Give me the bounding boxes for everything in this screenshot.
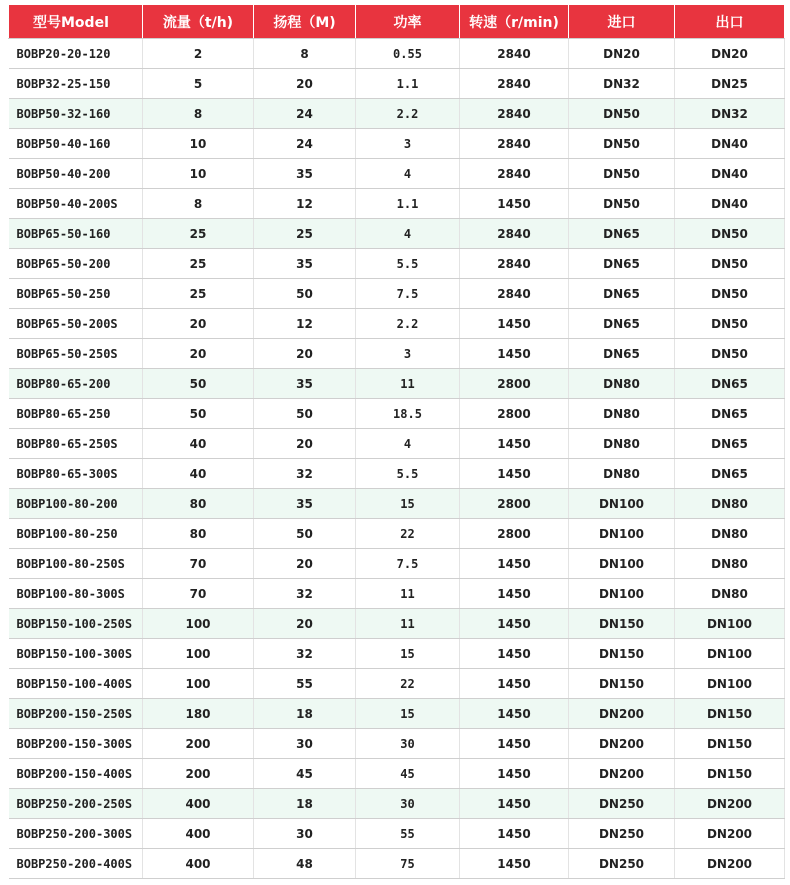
cell-model: BOBP65-50-250 bbox=[9, 279, 143, 309]
table-row bbox=[9, 279, 785, 309]
cell-power: 4 bbox=[356, 159, 460, 189]
cell-head: 35 bbox=[254, 249, 356, 279]
cell-inlet: DN150 bbox=[569, 639, 675, 669]
cell-head: 32 bbox=[254, 579, 356, 609]
cell-speed: 2800 bbox=[460, 519, 569, 549]
cell-inlet: DN250 bbox=[569, 789, 675, 819]
cell-model: BOBP250-200-300S bbox=[9, 819, 143, 849]
header-inlet: 进口 bbox=[569, 5, 675, 39]
cell-model: BOBP65-50-200 bbox=[9, 249, 143, 279]
cell-power: 15 bbox=[356, 639, 460, 669]
cell-outlet: DN32 bbox=[675, 99, 785, 129]
cell-outlet: DN100 bbox=[675, 609, 785, 639]
cell-flow: 70 bbox=[143, 579, 254, 609]
cell-outlet: DN40 bbox=[675, 129, 785, 159]
cell-head: 24 bbox=[254, 129, 356, 159]
cell-head: 35 bbox=[254, 159, 356, 189]
cell-speed: 1450 bbox=[460, 639, 569, 669]
cell-outlet: DN65 bbox=[675, 399, 785, 429]
cell-flow: 100 bbox=[143, 639, 254, 669]
table-row bbox=[9, 819, 785, 849]
cell-outlet: DN50 bbox=[675, 279, 785, 309]
cell-speed: 2840 bbox=[460, 39, 569, 69]
cell-power: 15 bbox=[356, 699, 460, 729]
cell-flow: 400 bbox=[143, 849, 254, 879]
cell-inlet: DN100 bbox=[569, 579, 675, 609]
table-row bbox=[9, 429, 785, 459]
cell-flow: 8 bbox=[143, 189, 254, 219]
cell-power: 3 bbox=[356, 339, 460, 369]
cell-model: BOBP100-80-300S bbox=[9, 579, 143, 609]
cell-outlet: DN80 bbox=[675, 489, 785, 519]
cell-inlet: DN32 bbox=[569, 69, 675, 99]
cell-model: BOBP65-50-200S bbox=[9, 309, 143, 339]
cell-speed: 2840 bbox=[460, 69, 569, 99]
table-body bbox=[9, 39, 785, 879]
cell-flow: 8 bbox=[143, 99, 254, 129]
cell-model: BOBP50-40-160 bbox=[9, 129, 143, 159]
cell-flow: 10 bbox=[143, 159, 254, 189]
cell-power: 5.5 bbox=[356, 249, 460, 279]
cell-flow: 80 bbox=[143, 519, 254, 549]
cell-power: 30 bbox=[356, 789, 460, 819]
cell-power: 7.5 bbox=[356, 549, 460, 579]
cell-power: 75 bbox=[356, 849, 460, 879]
cell-speed: 2840 bbox=[460, 129, 569, 159]
table-row bbox=[9, 849, 785, 879]
cell-speed: 2840 bbox=[460, 99, 569, 129]
cell-head: 8 bbox=[254, 39, 356, 69]
cell-speed: 2800 bbox=[460, 489, 569, 519]
cell-speed: 1450 bbox=[460, 579, 569, 609]
cell-speed: 1450 bbox=[460, 669, 569, 699]
cell-head: 18 bbox=[254, 699, 356, 729]
cell-model: BOBP65-50-160 bbox=[9, 219, 143, 249]
cell-model: BOBP50-32-160 bbox=[9, 99, 143, 129]
cell-speed: 1450 bbox=[460, 339, 569, 369]
cell-power: 1.1 bbox=[356, 69, 460, 99]
cell-outlet: DN50 bbox=[675, 339, 785, 369]
cell-flow: 180 bbox=[143, 699, 254, 729]
header-speed: 转速（r/min) bbox=[460, 5, 569, 39]
table-row bbox=[9, 369, 785, 399]
cell-head: 24 bbox=[254, 99, 356, 129]
cell-outlet: DN50 bbox=[675, 219, 785, 249]
cell-flow: 40 bbox=[143, 429, 254, 459]
cell-outlet: DN100 bbox=[675, 669, 785, 699]
cell-head: 48 bbox=[254, 849, 356, 879]
cell-head: 55 bbox=[254, 669, 356, 699]
header-row bbox=[9, 5, 785, 39]
cell-speed: 2840 bbox=[460, 219, 569, 249]
cell-inlet: DN65 bbox=[569, 339, 675, 369]
table-row bbox=[9, 639, 785, 669]
table-row bbox=[9, 609, 785, 639]
header-head: 扬程（M) bbox=[254, 5, 356, 39]
cell-power: 1.1 bbox=[356, 189, 460, 219]
cell-outlet: DN150 bbox=[675, 699, 785, 729]
cell-flow: 2 bbox=[143, 39, 254, 69]
cell-power: 2.2 bbox=[356, 99, 460, 129]
cell-head: 45 bbox=[254, 759, 356, 789]
cell-outlet: DN65 bbox=[675, 429, 785, 459]
cell-inlet: DN50 bbox=[569, 99, 675, 129]
cell-flow: 200 bbox=[143, 759, 254, 789]
cell-flow: 50 bbox=[143, 369, 254, 399]
cell-outlet: DN25 bbox=[675, 69, 785, 99]
cell-inlet: DN150 bbox=[569, 669, 675, 699]
cell-model: BOBP80-65-300S bbox=[9, 459, 143, 489]
table-row bbox=[9, 249, 785, 279]
cell-inlet: DN200 bbox=[569, 759, 675, 789]
cell-speed: 1450 bbox=[460, 789, 569, 819]
cell-model: BOBP100-80-200 bbox=[9, 489, 143, 519]
cell-flow: 400 bbox=[143, 789, 254, 819]
cell-model: BOBP50-40-200S bbox=[9, 189, 143, 219]
cell-head: 12 bbox=[254, 189, 356, 219]
cell-head: 35 bbox=[254, 369, 356, 399]
table-row bbox=[9, 219, 785, 249]
cell-outlet: DN200 bbox=[675, 849, 785, 879]
cell-flow: 80 bbox=[143, 489, 254, 519]
cell-outlet: DN80 bbox=[675, 579, 785, 609]
cell-flow: 20 bbox=[143, 339, 254, 369]
cell-head: 20 bbox=[254, 429, 356, 459]
cell-power: 11 bbox=[356, 609, 460, 639]
pump-spec-table bbox=[8, 4, 785, 879]
cell-outlet: DN150 bbox=[675, 729, 785, 759]
cell-speed: 1450 bbox=[460, 549, 569, 579]
cell-speed: 1450 bbox=[460, 729, 569, 759]
cell-power: 5.5 bbox=[356, 459, 460, 489]
cell-model: BOBP200-150-300S bbox=[9, 729, 143, 759]
cell-flow: 25 bbox=[143, 249, 254, 279]
cell-speed: 1450 bbox=[460, 609, 569, 639]
cell-head: 20 bbox=[254, 69, 356, 99]
cell-flow: 40 bbox=[143, 459, 254, 489]
table-row bbox=[9, 789, 785, 819]
table-row bbox=[9, 489, 785, 519]
cell-power: 30 bbox=[356, 729, 460, 759]
cell-inlet: DN65 bbox=[569, 219, 675, 249]
cell-flow: 100 bbox=[143, 609, 254, 639]
table-row bbox=[9, 459, 785, 489]
cell-inlet: DN100 bbox=[569, 549, 675, 579]
cell-inlet: DN50 bbox=[569, 129, 675, 159]
table-row bbox=[9, 549, 785, 579]
cell-speed: 1450 bbox=[460, 699, 569, 729]
cell-flow: 400 bbox=[143, 819, 254, 849]
cell-outlet: DN80 bbox=[675, 549, 785, 579]
cell-flow: 20 bbox=[143, 309, 254, 339]
cell-outlet: DN200 bbox=[675, 819, 785, 849]
header-power: 功率 bbox=[356, 5, 460, 39]
cell-model: BOBP250-200-400S bbox=[9, 849, 143, 879]
cell-model: BOBP80-65-200 bbox=[9, 369, 143, 399]
table-row bbox=[9, 669, 785, 699]
cell-head: 50 bbox=[254, 279, 356, 309]
cell-flow: 25 bbox=[143, 279, 254, 309]
cell-head: 18 bbox=[254, 789, 356, 819]
cell-outlet: DN80 bbox=[675, 519, 785, 549]
cell-power: 15 bbox=[356, 489, 460, 519]
table-row bbox=[9, 579, 785, 609]
table-row bbox=[9, 729, 785, 759]
cell-speed: 1450 bbox=[460, 429, 569, 459]
table-row bbox=[9, 39, 785, 69]
table-row bbox=[9, 519, 785, 549]
table-row bbox=[9, 69, 785, 99]
cell-inlet: DN100 bbox=[569, 519, 675, 549]
cell-inlet: DN80 bbox=[569, 369, 675, 399]
cell-speed: 1450 bbox=[460, 849, 569, 879]
cell-flow: 70 bbox=[143, 549, 254, 579]
cell-power: 3 bbox=[356, 129, 460, 159]
cell-head: 12 bbox=[254, 309, 356, 339]
cell-flow: 50 bbox=[143, 399, 254, 429]
table-row bbox=[9, 189, 785, 219]
cell-inlet: DN250 bbox=[569, 819, 675, 849]
table-row bbox=[9, 759, 785, 789]
cell-power: 11 bbox=[356, 579, 460, 609]
cell-outlet: DN40 bbox=[675, 159, 785, 189]
cell-inlet: DN50 bbox=[569, 159, 675, 189]
cell-head: 25 bbox=[254, 219, 356, 249]
cell-model: BOBP250-200-250S bbox=[9, 789, 143, 819]
cell-inlet: DN80 bbox=[569, 399, 675, 429]
cell-flow: 25 bbox=[143, 219, 254, 249]
cell-head: 20 bbox=[254, 609, 356, 639]
cell-outlet: DN65 bbox=[675, 369, 785, 399]
cell-power: 2.2 bbox=[356, 309, 460, 339]
cell-inlet: DN80 bbox=[569, 429, 675, 459]
cell-outlet: DN40 bbox=[675, 189, 785, 219]
cell-outlet: DN50 bbox=[675, 249, 785, 279]
cell-speed: 2840 bbox=[460, 159, 569, 189]
cell-inlet: DN20 bbox=[569, 39, 675, 69]
cell-outlet: DN20 bbox=[675, 39, 785, 69]
cell-outlet: DN150 bbox=[675, 759, 785, 789]
cell-inlet: DN65 bbox=[569, 249, 675, 279]
cell-flow: 5 bbox=[143, 69, 254, 99]
cell-power: 18.5 bbox=[356, 399, 460, 429]
cell-speed: 1450 bbox=[460, 309, 569, 339]
cell-power: 22 bbox=[356, 669, 460, 699]
cell-inlet: DN150 bbox=[569, 609, 675, 639]
cell-head: 32 bbox=[254, 459, 356, 489]
cell-inlet: DN80 bbox=[569, 459, 675, 489]
header-model: 型号Model bbox=[9, 5, 143, 39]
cell-model: BOBP150-100-400S bbox=[9, 669, 143, 699]
cell-power: 55 bbox=[356, 819, 460, 849]
table-header bbox=[9, 5, 785, 39]
cell-model: BOBP50-40-200 bbox=[9, 159, 143, 189]
cell-speed: 1450 bbox=[460, 819, 569, 849]
cell-inlet: DN65 bbox=[569, 279, 675, 309]
cell-model: BOBP80-65-250 bbox=[9, 399, 143, 429]
table-row bbox=[9, 309, 785, 339]
cell-speed: 1450 bbox=[460, 759, 569, 789]
cell-power: 45 bbox=[356, 759, 460, 789]
cell-outlet: DN50 bbox=[675, 309, 785, 339]
cell-inlet: DN200 bbox=[569, 699, 675, 729]
table-row bbox=[9, 339, 785, 369]
header-outlet: 出口 bbox=[675, 5, 785, 39]
cell-model: BOBP200-150-400S bbox=[9, 759, 143, 789]
cell-head: 32 bbox=[254, 639, 356, 669]
cell-power: 11 bbox=[356, 369, 460, 399]
table-row bbox=[9, 699, 785, 729]
cell-speed: 2800 bbox=[460, 369, 569, 399]
cell-outlet: DN200 bbox=[675, 789, 785, 819]
cell-model: BOBP80-65-250S bbox=[9, 429, 143, 459]
cell-speed: 1450 bbox=[460, 189, 569, 219]
cell-speed: 2840 bbox=[460, 279, 569, 309]
table-row bbox=[9, 129, 785, 159]
cell-model: BOBP100-80-250 bbox=[9, 519, 143, 549]
cell-flow: 10 bbox=[143, 129, 254, 159]
cell-flow: 100 bbox=[143, 669, 254, 699]
cell-model: BOBP200-150-250S bbox=[9, 699, 143, 729]
cell-speed: 2800 bbox=[460, 399, 569, 429]
cell-head: 30 bbox=[254, 819, 356, 849]
cell-model: BOBP150-100-250S bbox=[9, 609, 143, 639]
cell-outlet: DN65 bbox=[675, 459, 785, 489]
cell-power: 22 bbox=[356, 519, 460, 549]
cell-inlet: DN100 bbox=[569, 489, 675, 519]
cell-speed: 2840 bbox=[460, 249, 569, 279]
table-row bbox=[9, 399, 785, 429]
cell-head: 20 bbox=[254, 549, 356, 579]
cell-head: 35 bbox=[254, 489, 356, 519]
cell-speed: 1450 bbox=[460, 459, 569, 489]
cell-inlet: DN65 bbox=[569, 309, 675, 339]
cell-inlet: DN50 bbox=[569, 189, 675, 219]
cell-model: BOBP20-20-120 bbox=[9, 39, 143, 69]
cell-model: BOBP150-100-300S bbox=[9, 639, 143, 669]
cell-outlet: DN100 bbox=[675, 639, 785, 669]
cell-head: 30 bbox=[254, 729, 356, 759]
cell-inlet: DN250 bbox=[569, 849, 675, 879]
cell-power: 0.55 bbox=[356, 39, 460, 69]
table-row bbox=[9, 159, 785, 189]
cell-flow: 200 bbox=[143, 729, 254, 759]
cell-power: 4 bbox=[356, 429, 460, 459]
cell-model: BOBP100-80-250S bbox=[9, 549, 143, 579]
cell-head: 50 bbox=[254, 399, 356, 429]
cell-power: 7.5 bbox=[356, 279, 460, 309]
cell-model: BOBP65-50-250S bbox=[9, 339, 143, 369]
table-row bbox=[9, 99, 785, 129]
cell-inlet: DN200 bbox=[569, 729, 675, 759]
cell-power: 4 bbox=[356, 219, 460, 249]
header-flow: 流量（t/h) bbox=[143, 5, 254, 39]
cell-model: BOBP32-25-150 bbox=[9, 69, 143, 99]
cell-head: 50 bbox=[254, 519, 356, 549]
cell-head: 20 bbox=[254, 339, 356, 369]
